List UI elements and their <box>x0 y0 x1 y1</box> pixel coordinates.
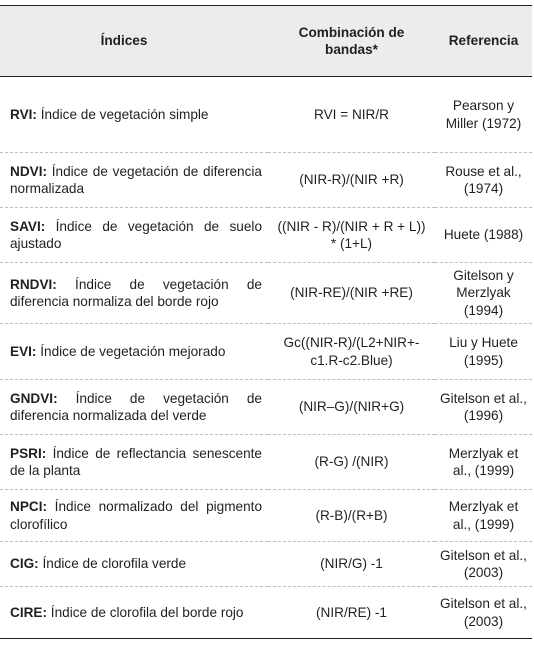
reference-cell: Gitelson et al., (2003) <box>435 542 532 587</box>
index-description: Índice normalizado del pigmento clorofílico <box>10 499 263 532</box>
index-description: Índice de clorofila verde <box>42 556 187 572</box>
index-name-cell <box>0 77 268 153</box>
table-header <box>0 6 532 77</box>
reference-cell: Merzlyak et al., (1999) <box>435 435 532 490</box>
table-row <box>0 324 532 380</box>
header-indices: Índices <box>0 6 268 77</box>
abbreviation-colon: : <box>32 106 41 122</box>
index-name-cell <box>0 380 268 435</box>
band-combination-cell: (NIR–G)/(NIR+G) <box>268 380 435 435</box>
band-combination-cell: (R-G) /(NIR) <box>268 435 435 490</box>
index-abbreviation: NPCI <box>10 499 43 514</box>
index-name-cell <box>0 208 268 263</box>
band-combination-cell: (NIR/RE) -1 <box>268 587 435 639</box>
index-name-cell <box>0 542 268 587</box>
index-description: Índice de vegetación mejorado <box>40 343 226 359</box>
index-abbreviation: CIG <box>10 556 35 572</box>
header-reference: Referencia <box>435 6 532 77</box>
table-row <box>0 153 532 208</box>
abbreviation-colon: : <box>41 445 53 461</box>
index-abbreviation: EVI <box>10 343 32 359</box>
index-name-cell <box>0 435 268 490</box>
index-name-cell <box>0 587 268 639</box>
index-abbreviation: RVI <box>10 106 33 122</box>
abbreviation-colon: : <box>34 556 43 572</box>
band-combination-cell: (R-B)/(R+B) <box>268 490 435 542</box>
index-abbreviation: PSRI <box>10 445 42 461</box>
band-combination-cell: ((NIR - R)/(NIR + R + L)) * (1+L) <box>268 208 435 263</box>
table-row <box>0 77 532 153</box>
index-abbreviation: NDVI <box>10 163 43 179</box>
band-combination-cell: (NIR-RE)/(NIR +RE) <box>268 263 435 324</box>
abbreviation-colon: : <box>42 163 52 179</box>
index-abbreviation: GNDVI <box>10 390 54 406</box>
abbreviation-colon: : <box>42 499 55 514</box>
index-description: Índice de vegetación de diferencia normalizada del verde <box>10 390 262 423</box>
table-row <box>0 263 532 324</box>
table-row <box>0 435 532 490</box>
reference-cell: Huete (1988) <box>435 208 532 263</box>
table-row <box>0 208 532 263</box>
abbreviation-colon: : <box>40 218 56 234</box>
reference-cell: Pearson y Miller (1972) <box>435 77 532 153</box>
reference-cell: Merzlyak et al., (1999) <box>435 490 532 542</box>
vegetation-indices-table <box>0 5 532 639</box>
index-description: Índice de vegetación de diferencia normalizada <box>10 163 262 196</box>
index-name-cell <box>0 324 268 380</box>
index-abbreviation: SAVI <box>10 218 41 234</box>
table-row <box>0 380 532 435</box>
abbreviation-colon: : <box>31 343 41 359</box>
reference-cell: Gitelson et al., (2003) <box>435 587 532 639</box>
index-name-cell <box>0 153 268 208</box>
band-combination-cell: RVI = NIR/R <box>268 77 435 153</box>
band-combination-cell: Gc((NIR-R)/(L2+NIR+-c1.R-c2.Blue) <box>268 324 435 380</box>
band-combination-cell: (NIR-R)/(NIR +R) <box>268 153 435 208</box>
reference-cell: Rouse et al., (1974) <box>435 153 532 208</box>
reference-cell: Gitelson y Merzlyak (1994) <box>435 263 532 324</box>
header-combination: Combinación de bandas* <box>268 6 435 77</box>
index-description: Índice de reflectancia senescente de la planta <box>10 445 262 478</box>
index-name-cell <box>0 263 268 324</box>
header-row <box>0 6 532 77</box>
index-abbreviation: RNDVI <box>10 276 53 292</box>
abbreviation-colon: : <box>53 390 76 406</box>
reference-cell: Liu y Huete (1995) <box>435 324 532 380</box>
abbreviation-colon: : <box>42 604 51 620</box>
index-description: Índice de vegetación de diferencia normaliza del borde rojo <box>10 276 262 309</box>
index-description: Índice de clorofila del borde rojo <box>50 604 244 620</box>
index-name-cell <box>0 490 268 542</box>
index-abbreviation: CIRE <box>10 604 43 620</box>
table-row <box>0 542 532 587</box>
abbreviation-colon: : <box>52 276 76 292</box>
index-description: Índice de vegetación simple <box>40 106 209 122</box>
table-row <box>0 587 532 639</box>
index-description: Índice de vegetación de suelo ajustado <box>10 218 263 251</box>
table-row <box>0 490 532 542</box>
reference-cell: Gitelson et al., (1996) <box>435 380 532 435</box>
band-combination-cell: (NIR/G) -1 <box>268 542 435 587</box>
table-body <box>0 77 532 639</box>
